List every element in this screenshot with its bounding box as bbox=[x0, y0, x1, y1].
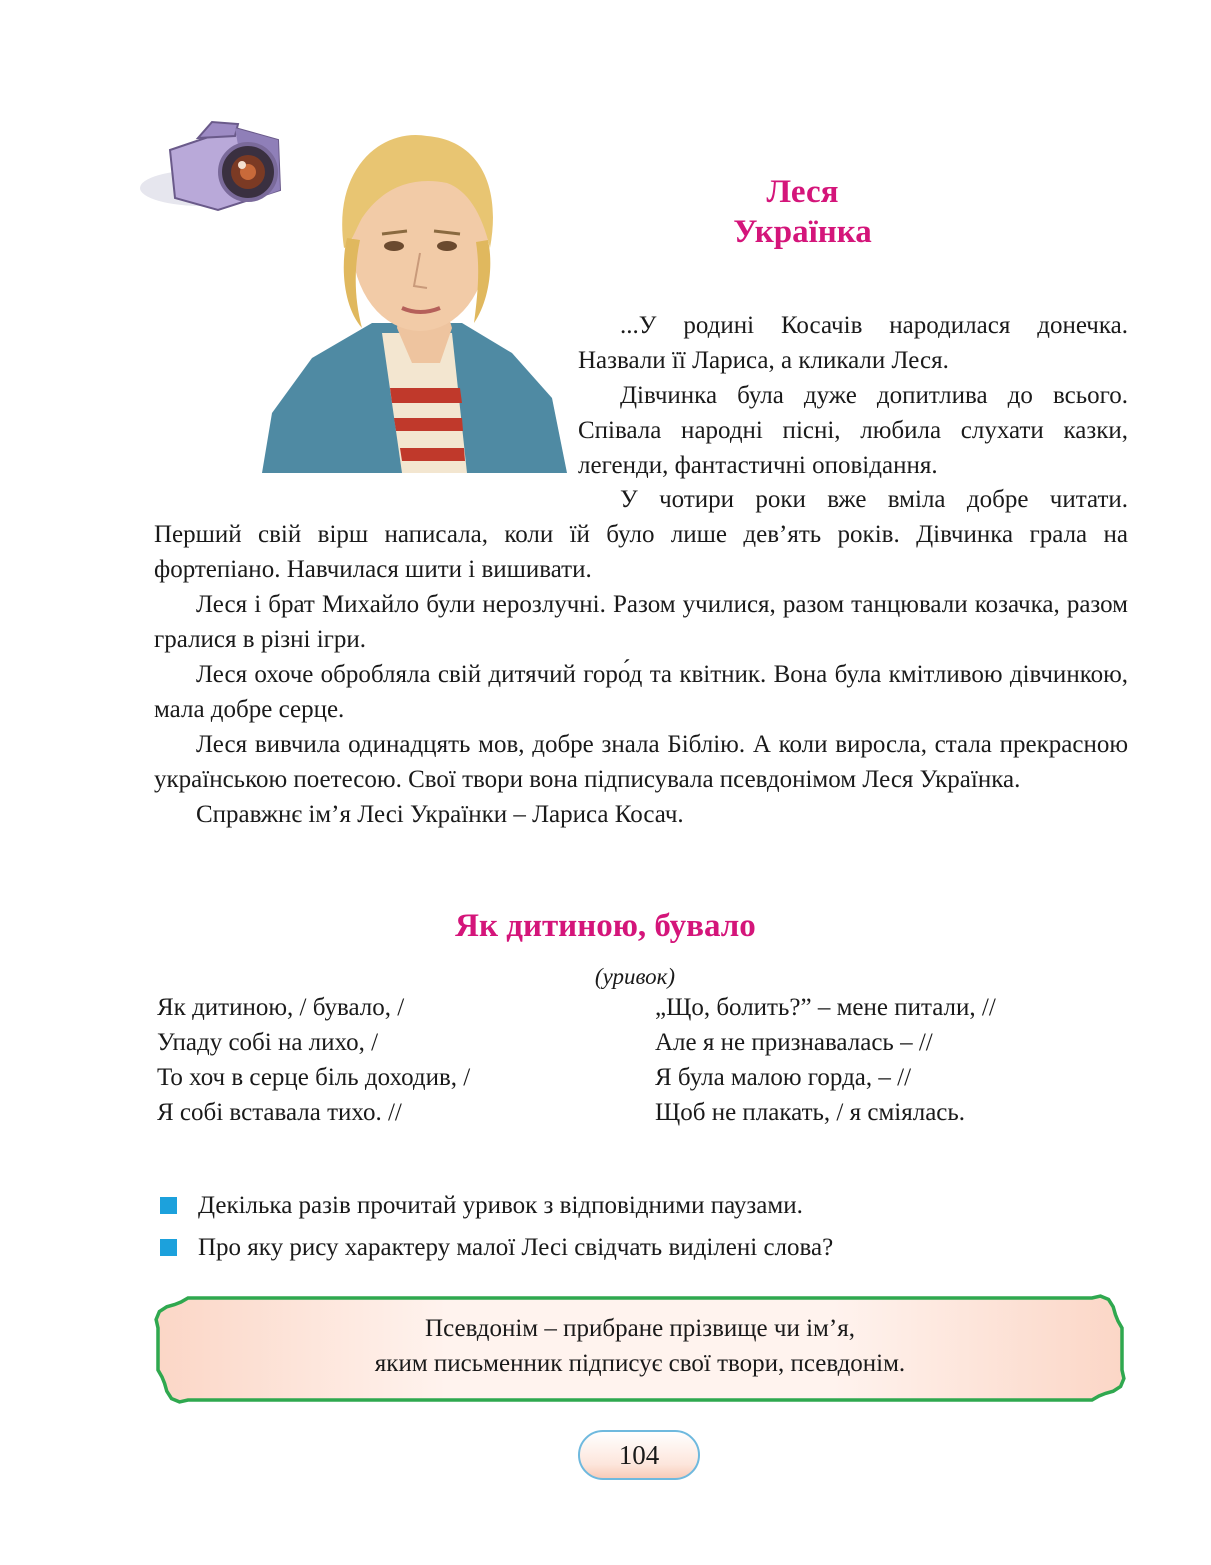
paragraph: ...У родині Косачів народилася донечка. Назвали її Лариса, а кликали Леся. bbox=[578, 312, 1128, 374]
biography-right-column bbox=[578, 308, 1128, 483]
task-list bbox=[157, 1188, 833, 1272]
paragraph: Леся і брат Михайло були нерозлучні. Разом училися, разом танцювали козачка, разом гралися в різні ігри. bbox=[154, 591, 1128, 653]
paragraph: Леся вивчила одинадцять мов, добре знала Біблію. А коли виросла, стала прекрасною українською поетесою. Свої твори вона підписувала псевдонімом Леся Українка. bbox=[154, 731, 1128, 793]
task-text: Про яку рису характеру малої Лесі свідчать виділені слова? bbox=[198, 1234, 834, 1261]
task-text: Декілька разів прочитай уривок з відповідними паузами. bbox=[198, 1192, 803, 1219]
paragraph: Леся охоче обробляла свій дитячий горо́д та квітник. Вона була кмітливою дівчинкою, мала добре серце. bbox=[154, 661, 1128, 723]
poem-line: Але я не признавалась – // bbox=[655, 1029, 933, 1056]
title-line-1: Леся bbox=[766, 174, 839, 210]
task-item bbox=[157, 1230, 833, 1265]
square-bullet-icon bbox=[160, 1197, 177, 1214]
poem-line: Упаду собі на лихо, / bbox=[157, 1029, 379, 1056]
task-item bbox=[157, 1188, 833, 1223]
paragraph-start: У чотири роки вже вміла добре читати. bbox=[620, 486, 1128, 513]
poem-line: То хоч в серце біль доходив, / bbox=[157, 1064, 471, 1091]
page-number: 104 bbox=[578, 1430, 700, 1480]
paragraph: Справжнє ім’я Лесі Українки – Лариса Косач. bbox=[196, 801, 684, 828]
poem-line: Я собі вставала тихо. // bbox=[157, 1099, 402, 1126]
poem-line: Як дитиною, / бувало, / bbox=[157, 994, 405, 1021]
paragraph: Перший свій вірш написала, коли їй було лише дев’ять років. Дівчинка грала на фортепіано. Навчилася шити і вишивати. bbox=[154, 521, 1128, 583]
poem-stanza-right bbox=[655, 990, 996, 1130]
definition-line-1: Псевдонім – прибране прізвище чи ім’я, bbox=[425, 1315, 855, 1342]
poem-title: Як дитиною, бувало bbox=[455, 908, 756, 944]
poem-line: Щоб не плакать, / я сміялась. bbox=[655, 1099, 966, 1126]
poem-line: „Що, болить?” – мене питали, // bbox=[655, 994, 996, 1021]
title-line-2: Українка bbox=[733, 214, 872, 250]
poem-subtitle: (уривок) bbox=[594, 964, 676, 989]
biography-full-width bbox=[154, 517, 1128, 832]
poem-line: Я була малою горда, – // bbox=[655, 1064, 912, 1091]
definition-text bbox=[150, 1311, 1130, 1381]
portrait-illustration bbox=[262, 128, 567, 473]
paragraph: Дівчинка була дуже допитлива до всього. Співала народні пісні, любила слухати казки, легенди, фантастичні оповідання. bbox=[578, 382, 1128, 479]
square-bullet-icon bbox=[160, 1239, 177, 1256]
page-title bbox=[690, 172, 915, 252]
poem-stanza-left bbox=[157, 990, 470, 1130]
definition-line-2: яким письменник підписує свої твори, псевдонім. bbox=[374, 1350, 906, 1377]
